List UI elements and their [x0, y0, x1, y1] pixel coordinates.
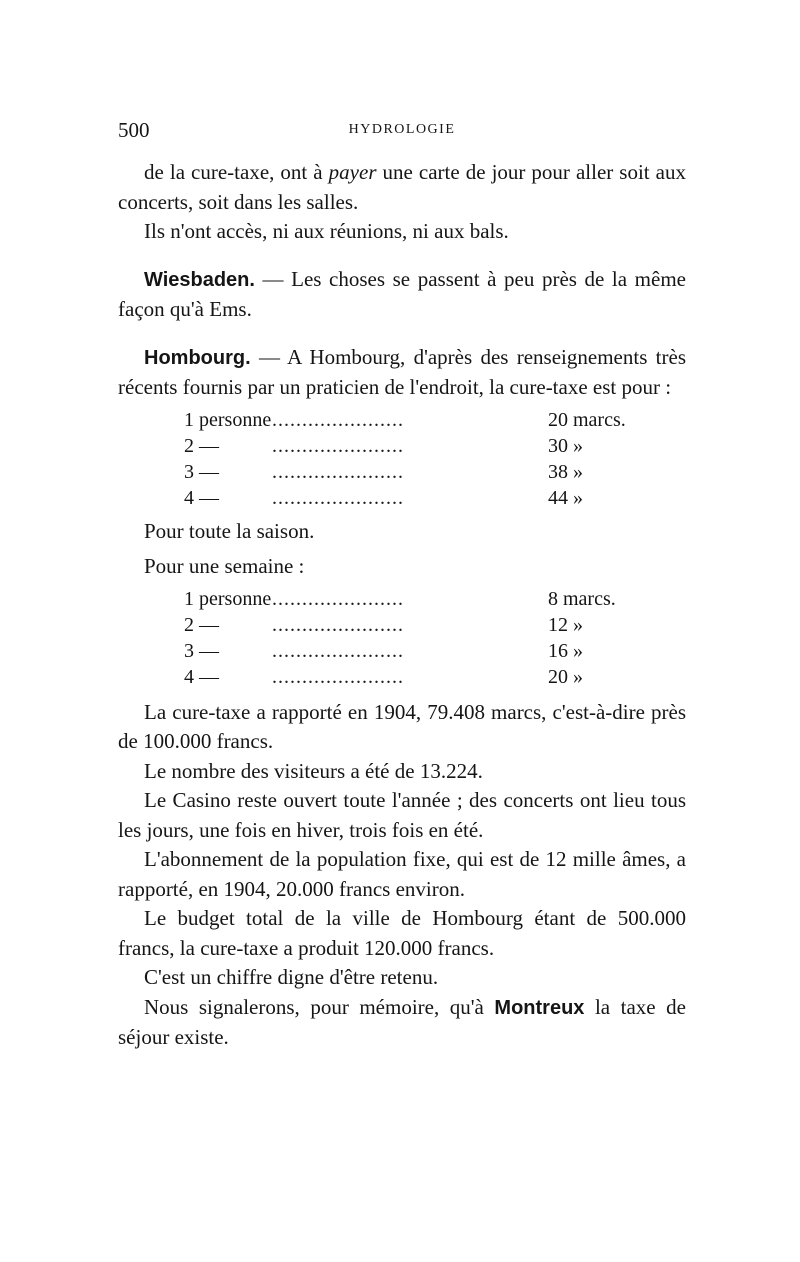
- wiesbaden-text: — Les choses se passent à peu près de la même façon qu'à Ems.: [118, 266, 686, 321]
- season-rate-row: [184, 433, 632, 459]
- season-rate-row: [184, 485, 632, 511]
- season-rate-label: 4 —: [184, 486, 219, 509]
- running-title: HYDROLOGIE: [348, 122, 456, 137]
- season-rate-row: [184, 459, 632, 485]
- season-rate-row: [184, 407, 632, 433]
- casino-paragraph: Le Casino reste ouvert toute l'année ; des concerts ont lieu tous les jours, une fois en hiver, trois fois en été.: [118, 788, 686, 842]
- wiesbaden-paragraph: [118, 265, 686, 325]
- opening-text-after-emphasis: une carte de jour pour aller soit aux concerts, soit dans les salles.: [118, 160, 686, 214]
- page-body: [118, 158, 686, 1053]
- retain-paragraph: C'est un chiffre digne d'être retenu.: [144, 965, 439, 989]
- season-rate-value: 30 »: [548, 434, 583, 457]
- week-rate-leader-dots: ......................: [272, 613, 404, 636]
- week-rate-leader-dots: ......................: [272, 665, 404, 688]
- page-number: 500: [118, 118, 150, 142]
- hombourg-text: — A Hombourg, d'après des renseignements très récents fournis par un praticien de l'endroit, la cure-taxe est pour :: [118, 344, 686, 399]
- population-paragraph: L'abonnement de la population fixe, qui est de 12 mille âmes, a rapporté, en 1904, 20.000 francs environ.: [118, 847, 686, 901]
- season-rate-leader-dots: ......................: [272, 486, 404, 509]
- season-rate-value: 38 »: [548, 460, 583, 483]
- montreux-text-after: la taxe de séjour existe.: [118, 994, 686, 1049]
- week-rate-label: 4 —: [184, 665, 219, 688]
- week-rate-value: 20 »: [548, 665, 583, 688]
- emphasized-word-payer: payer: [328, 160, 377, 184]
- week-rate-value: 16 »: [548, 639, 583, 662]
- week-rate-label: 1 personne: [184, 587, 272, 610]
- opening-paragraph: [118, 158, 686, 217]
- season-caption: Pour toute la saison.: [144, 518, 315, 543]
- week-rate-row: [184, 612, 632, 638]
- running-header: [118, 118, 686, 146]
- montreux-text-before: Nous signalerons, pour mémoire, qu'à: [144, 994, 495, 1019]
- season-rate-label: 1 personne: [184, 408, 272, 431]
- season-rate-leader-dots: ......................: [272, 460, 404, 483]
- week-rate-value: 12 »: [548, 613, 583, 636]
- budget-paragraph: Le budget total de la ville de Hombourg étant de 500.000 francs, la cure-taxe a produit 120.000 francs.: [118, 906, 686, 960]
- visitors-paragraph: Le nombre des visiteurs a été de 13.224.: [144, 758, 483, 783]
- week-caption: Pour une semaine :: [144, 554, 305, 578]
- week-rate-label: 3 —: [184, 639, 219, 662]
- montreux-heading: Montreux: [494, 996, 585, 1019]
- opening-text-before-emphasis: de la cure-taxe, ont à: [144, 160, 329, 184]
- season-rate-value: 20 marcs.: [548, 408, 626, 431]
- season-rate-label: 2 —: [184, 434, 219, 457]
- week-rate-label: 2 —: [184, 613, 219, 636]
- season-rate-table: [184, 407, 632, 511]
- wiesbaden-heading: Wiesbaden.: [144, 268, 255, 291]
- no-access-paragraph: Ils n'ont accès, ni aux réunions, ni aux bals.: [144, 219, 509, 243]
- montreux-paragraph: [118, 993, 686, 1053]
- hombourg-paragraph: [118, 343, 686, 403]
- revenue-paragraph: La cure-taxe a rapporté en 1904, 79.408 marcs, c'est-à-dire près de 100.000 francs.: [118, 699, 686, 753]
- season-rate-value: 44 »: [548, 486, 583, 509]
- week-rate-table: [184, 586, 632, 690]
- season-rate-leader-dots: ......................: [272, 408, 404, 431]
- season-rate-leader-dots: ......................: [272, 434, 404, 457]
- week-rate-row: [184, 586, 632, 612]
- week-rate-leader-dots: ......................: [272, 639, 404, 662]
- week-rate-row: [184, 664, 632, 690]
- week-rate-leader-dots: ......................: [272, 587, 404, 610]
- week-rate-row: [184, 638, 632, 664]
- season-rate-label: 3 —: [184, 460, 219, 483]
- hombourg-heading: Hombourg.: [144, 346, 251, 369]
- week-rate-value: 8 marcs.: [548, 587, 616, 610]
